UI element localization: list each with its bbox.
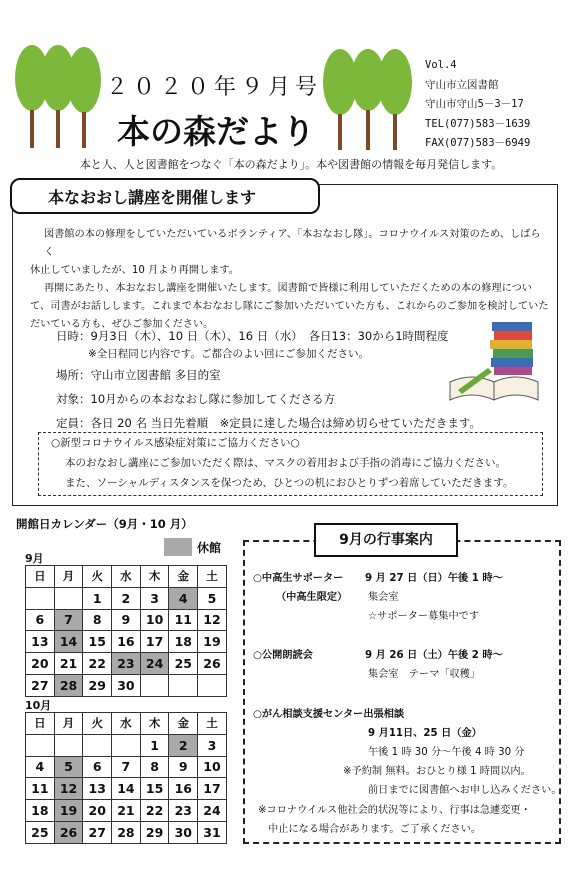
- calendar-day: 24: [140, 653, 169, 675]
- calendar-day: 2: [112, 587, 141, 609]
- calendar-week: [26, 756, 227, 778]
- calendar-week: [26, 734, 227, 756]
- weekday-header: 火: [83, 566, 112, 588]
- calendar-day: 16: [169, 778, 198, 800]
- calendar-day: 12: [198, 609, 227, 631]
- weekday-header: 月: [54, 566, 83, 588]
- calendar-day: 20: [26, 653, 55, 675]
- calendar-day: 9: [112, 609, 141, 631]
- library-address: 守山市守山5－3－17: [425, 98, 524, 110]
- calendar-week: [26, 609, 227, 631]
- weekday-header: 月: [54, 713, 83, 735]
- weekday-header: 水: [112, 566, 141, 588]
- calendar-day: 7: [112, 756, 141, 778]
- calendar-day: 23: [112, 653, 141, 675]
- event-sub: （中高生限定）: [276, 592, 348, 603]
- calendar-day: 31: [198, 821, 227, 843]
- calendar-day: 21: [112, 800, 141, 822]
- calendar-day: 26: [198, 653, 227, 675]
- calendar-day: 22: [140, 800, 169, 822]
- lecture-date: 日時：9月3日（木）、10 日（木）、16 日（水） 各日13：30から1時間程度: [56, 329, 449, 343]
- weekday-header: 木: [140, 713, 169, 735]
- calendar-empty: [140, 674, 169, 696]
- newsletter-title: 本の森だより: [117, 112, 315, 151]
- calendar-day: 25: [169, 653, 198, 675]
- calendar-day: 28: [54, 674, 83, 696]
- lecture-place: 場所：守山市立図書館 多目的室: [56, 368, 221, 382]
- weekday-header: 土: [198, 566, 227, 588]
- event-note: ☆サポーター募集中です: [368, 611, 480, 622]
- calendar-day: 19: [198, 631, 227, 653]
- calendar-day: 12: [54, 778, 83, 800]
- closed-legend-swatch: [164, 538, 192, 556]
- calendar-title: 開館日カレンダー（9月・10 月）: [16, 517, 193, 531]
- calendar-week: [26, 587, 227, 609]
- event-date: 9 月 27 日（日）午後 1 時～: [365, 573, 503, 584]
- calendar-day: 3: [198, 734, 227, 756]
- calendar-day: 18: [169, 631, 198, 653]
- weekday-header: 日: [26, 566, 55, 588]
- event-note: ※予約制 無料。おひとり様 1 時間以内。: [343, 766, 531, 777]
- calendar-empty: [198, 674, 227, 696]
- calendar-day: 25: [26, 821, 55, 843]
- event-date: 9 月 26 日（土）午後 2 時～: [365, 650, 503, 661]
- trees-illustration-left: [14, 44, 104, 150]
- event-place: 集会室: [368, 592, 399, 603]
- calendar-day: 28: [112, 821, 141, 843]
- event-date: 9 月11日、25 日（金）: [368, 728, 482, 739]
- calendar-day: 22: [83, 653, 112, 675]
- trees-illustration-right: [322, 48, 414, 152]
- para-line: 再開にあたり、本おなおし講座を開催いたします。図書館で皆様に利用していただくための本の修理につい: [44, 283, 532, 294]
- calendar-day: 11: [169, 609, 198, 631]
- october-label: 10月: [25, 699, 52, 712]
- tagline: 本と人、人と図書館をつなぐ「本の森だより」。本や図書館の情報を毎月発信します。: [79, 158, 503, 171]
- september-label: 9月: [25, 552, 44, 565]
- schedule-footnote: ※コロナウイルス他社会的状況等により、行事は急遽変更・: [258, 805, 531, 816]
- calendar-day: 8: [140, 756, 169, 778]
- calendar-day: 10: [140, 609, 169, 631]
- calendar-week: [26, 800, 227, 822]
- schedule-footnote: 中止になる場合があります。ご了承ください。: [268, 824, 482, 835]
- event-time: 午後 1 時 30 分～午後 4 時 30 分: [368, 747, 525, 758]
- issue-date: ２０２０年９月号: [105, 75, 322, 100]
- calendar-empty: [112, 734, 141, 756]
- calendar-empty: [169, 674, 198, 696]
- weekday-header: 水: [112, 713, 141, 735]
- calendar-day: 14: [54, 631, 83, 653]
- weekday-header: 火: [83, 713, 112, 735]
- calendar-day: 17: [140, 631, 169, 653]
- calendar-empty: [54, 734, 83, 756]
- lecture-title: 本なおおし講座を開催します: [10, 178, 320, 214]
- lecture-target: 対象：10月からの本おなおし隊に参加してくださる方: [56, 392, 336, 406]
- para-line: て、司書がお話しします。これまで本おなおし隊にご参加いただいていた方も、これからのご参加を検討していた: [30, 301, 549, 312]
- books-illustration: [448, 316, 544, 408]
- calendar-day: 1: [83, 587, 112, 609]
- calendar-day: 24: [198, 800, 227, 822]
- calendar-day: 5: [54, 756, 83, 778]
- calendar-empty: [26, 734, 55, 756]
- event-name: ○中高生サポーター: [253, 573, 344, 584]
- calendar-day: 11: [26, 778, 55, 800]
- calendar-day: 8: [83, 609, 112, 631]
- event-name: ○がん相談支援センター出張相談: [253, 709, 405, 720]
- calendar-day: 29: [140, 821, 169, 843]
- lecture-capacity: 定員：各日 20 名 当日先着順 ※定員に達した場合は締め切らせていただきます。: [56, 416, 481, 430]
- calendar-day: 4: [26, 756, 55, 778]
- calendar-day: 20: [83, 800, 112, 822]
- calendar-empty: [26, 587, 55, 609]
- calendar-day: 1: [140, 734, 169, 756]
- calendar-week: [26, 631, 227, 653]
- weekday-header: 金: [169, 566, 198, 588]
- calendar-day: 4: [169, 587, 198, 609]
- calendar-day: 30: [112, 674, 141, 696]
- calendar-week: [26, 821, 227, 843]
- weekday-header: 金: [169, 713, 198, 735]
- para-line: 図書館の本の修理をしていただいているボランティア、「本おなおし隊」。コロナウイルス対策のため、しばらく: [44, 229, 541, 258]
- calendar-day: 18: [26, 800, 55, 822]
- library-fax: FAX(077)583－6949: [425, 137, 531, 149]
- calendar-empty: [54, 587, 83, 609]
- calendar-day: 27: [83, 821, 112, 843]
- weekday-header: 土: [198, 713, 227, 735]
- event-name: ○公開朗読会: [253, 650, 313, 661]
- calendar-day: 29: [83, 674, 112, 696]
- calendar-day: 10: [198, 756, 227, 778]
- calendar-day: 15: [140, 778, 169, 800]
- event-place: 集会室 テーマ「収穫」: [368, 669, 481, 680]
- september-calendar: [25, 565, 227, 697]
- calendar-day: 9: [169, 756, 198, 778]
- library-info: [425, 56, 530, 154]
- calendar-day: 2: [169, 734, 198, 756]
- calendar-day: 15: [83, 631, 112, 653]
- calendar-week: [26, 778, 227, 800]
- para-line: だいている方も、ぜひご参加ください。: [30, 319, 214, 330]
- calendar-day: 16: [112, 631, 141, 653]
- calendar-day: 6: [83, 756, 112, 778]
- calendar-day: 27: [26, 674, 55, 696]
- volume: Vol.4: [425, 59, 457, 71]
- covid-line: 本のおなおし講座にご参加いただく際は、マスクの着用および手指の消毒にご協力ください。: [65, 457, 506, 469]
- lecture-date-note: ※全日程同じ内容です。ご都合のよい回にご参加ください。: [88, 348, 369, 360]
- calendar-day: 3: [140, 587, 169, 609]
- covid-notice: [38, 432, 543, 496]
- library-tel: TEL(077)583－1639: [425, 117, 531, 130]
- calendar-day: 6: [26, 609, 55, 631]
- calendar-day: 30: [169, 821, 198, 843]
- calendar-day: 5: [198, 587, 227, 609]
- october-calendar: [25, 712, 227, 844]
- event-schedule: [243, 540, 561, 844]
- weekday-header: 木: [140, 566, 169, 588]
- covid-title: ○新型コロナウイルス感染症対策にご協力ください○: [51, 437, 300, 449]
- para-line: 休止していましたが、10 月より再開します。: [30, 265, 239, 276]
- calendar-day: 23: [169, 800, 198, 822]
- calendar-day: 19: [54, 800, 83, 822]
- calendar-day: 14: [112, 778, 141, 800]
- calendar-day: 17: [198, 778, 227, 800]
- calendar-week: [26, 674, 227, 696]
- calendar-day: 13: [26, 631, 55, 653]
- event-note: 前日までに図書館へお申し込みください。: [368, 785, 562, 796]
- weekday-header: 日: [26, 713, 55, 735]
- calendar-empty: [83, 734, 112, 756]
- calendar-week: [26, 653, 227, 675]
- schedule-title: 9月の行事案内: [314, 523, 458, 557]
- calendar-day: 21: [54, 653, 83, 675]
- calendar-day: 26: [54, 821, 83, 843]
- calendar-day: 13: [83, 778, 112, 800]
- closed-legend-label: 休館: [197, 541, 222, 555]
- library-name: 守山市立図書館: [425, 78, 499, 91]
- calendar-day: 7: [54, 609, 83, 631]
- covid-line: また、ソーシャルディスタンスを保つため、ひとつの机におひとりずつ着席していただきます。: [65, 477, 514, 489]
